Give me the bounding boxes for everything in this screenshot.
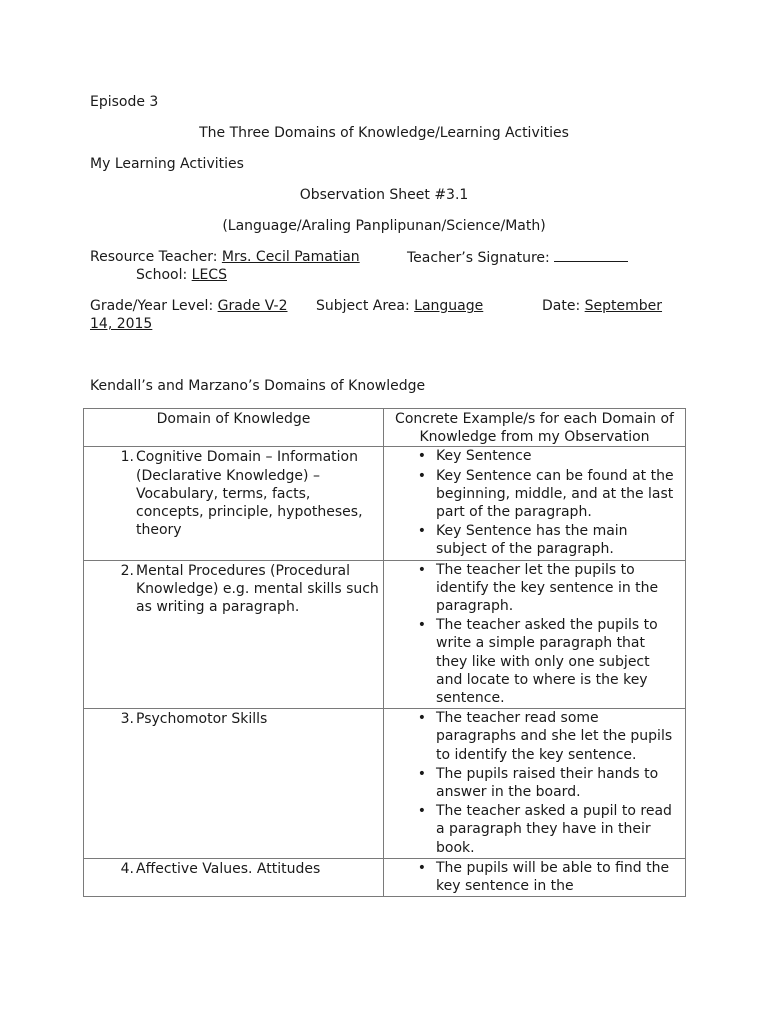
- list-item: • The pupils raised their hands to answer in the board.: [384, 765, 685, 801]
- bullet-icon: •: [417, 617, 426, 634]
- bullet-icon: •: [417, 448, 426, 465]
- domain-cell: [84, 709, 384, 859]
- list-item: • Key Sentence can be found at the beginning, middle, and at the last part of the paragraph.: [384, 467, 685, 522]
- domain-text: Mental Procedures (Procedural Knowledge) e.g. mental skills such as writing a paragraph.: [136, 562, 379, 616]
- list-item: • The pupils will be able to find the key sentence in the: [384, 859, 685, 895]
- domain-cell: [84, 560, 384, 709]
- table-row: [84, 858, 686, 896]
- domain-text: Cognitive Domain – Information (Declarative Knowledge) – Vocabulary, terms, facts, concepts, principle, hypotheses, theory: [136, 449, 363, 539]
- section-subtitle: My Learning Activities: [90, 156, 244, 172]
- item-number: 1.: [120, 449, 134, 466]
- bullet-icon: •: [417, 561, 426, 578]
- header-domain: Domain of Knowledge: [84, 409, 384, 447]
- resource-teacher-name: Mrs. Cecil Pamatian: [221, 249, 360, 265]
- header-examples: Concrete Example/s for each Domain of Knowledge from my Observation: [384, 409, 686, 447]
- table-row: [84, 709, 686, 859]
- item-number: 4.: [120, 860, 134, 877]
- table-row: [84, 447, 686, 560]
- domain-cell: [84, 447, 384, 560]
- episode-label: Episode 3: [90, 94, 159, 110]
- bullet-icon: •: [417, 523, 426, 540]
- table-header-row: [84, 409, 686, 447]
- bullet-icon: •: [417, 467, 426, 484]
- item-number: 3.: [120, 711, 134, 728]
- school-line: [136, 266, 227, 284]
- observation-sheet-title: Observation Sheet #3.1: [299, 187, 469, 203]
- table-section-title: Kendall’s and Marzano’s Domains of Knowledge: [90, 378, 426, 394]
- list-item: • The teacher asked a pupil to read a paragraph they have in their book.: [384, 802, 685, 857]
- school-name: LECS: [191, 267, 227, 283]
- domain-text: Psychomotor Skills: [136, 711, 268, 728]
- resource-teacher-label: Resource Teacher:: [90, 249, 222, 265]
- list-item: • Key Sentence has the main subject of the paragraph.: [384, 522, 685, 558]
- subject-area-line: [316, 297, 483, 315]
- signature-blank: [554, 248, 628, 262]
- subject-list: (Language/Araling Panplipunan/Science/Math): [222, 218, 546, 234]
- bullet-icon: •: [417, 803, 426, 820]
- date-value-part1: September: [584, 298, 663, 314]
- grade-line: [90, 297, 287, 315]
- grade-value: Grade V-2: [217, 298, 288, 314]
- examples-cell: [384, 560, 686, 709]
- document-title: The Three Domains of Knowledge/Learning Activities: [199, 125, 569, 141]
- date-line: [542, 297, 662, 315]
- list-item: • The teacher read some paragraphs and she let the pupils to identify the key sentence.: [384, 709, 685, 764]
- domain-cell: [84, 858, 384, 896]
- bullet-icon: •: [417, 859, 426, 876]
- list-item: • The teacher let the pupils to identify the key sentence in the paragraph.: [384, 561, 685, 616]
- list-item: • Key Sentence: [384, 447, 685, 465]
- date-value-part2: 14, 2015: [90, 316, 153, 332]
- grade-label: Grade/Year Level:: [90, 298, 218, 314]
- school-label: School:: [136, 267, 192, 283]
- subject-area-label: Subject Area:: [316, 298, 415, 314]
- examples-cell: [384, 858, 686, 896]
- bullet-icon: •: [417, 710, 426, 727]
- examples-cell: [384, 709, 686, 859]
- examples-cell: [384, 447, 686, 560]
- date-continuation: [90, 315, 152, 333]
- list-item: • The teacher asked the pupils to write a simple paragraph that they like with only one subject and locate to where is the key sentence.: [384, 616, 685, 707]
- domain-text: Affective Values. Attitudes: [136, 860, 321, 877]
- subject-area-value: Language: [414, 298, 484, 314]
- item-number: 2.: [120, 562, 134, 579]
- bullet-icon: •: [417, 765, 426, 782]
- signature-line: [407, 248, 628, 267]
- table-row: [84, 560, 686, 709]
- date-label: Date:: [542, 298, 585, 314]
- domains-table: [83, 408, 686, 897]
- resource-teacher-line: [90, 248, 360, 266]
- signature-label: Teacher’s Signature:: [407, 250, 555, 266]
